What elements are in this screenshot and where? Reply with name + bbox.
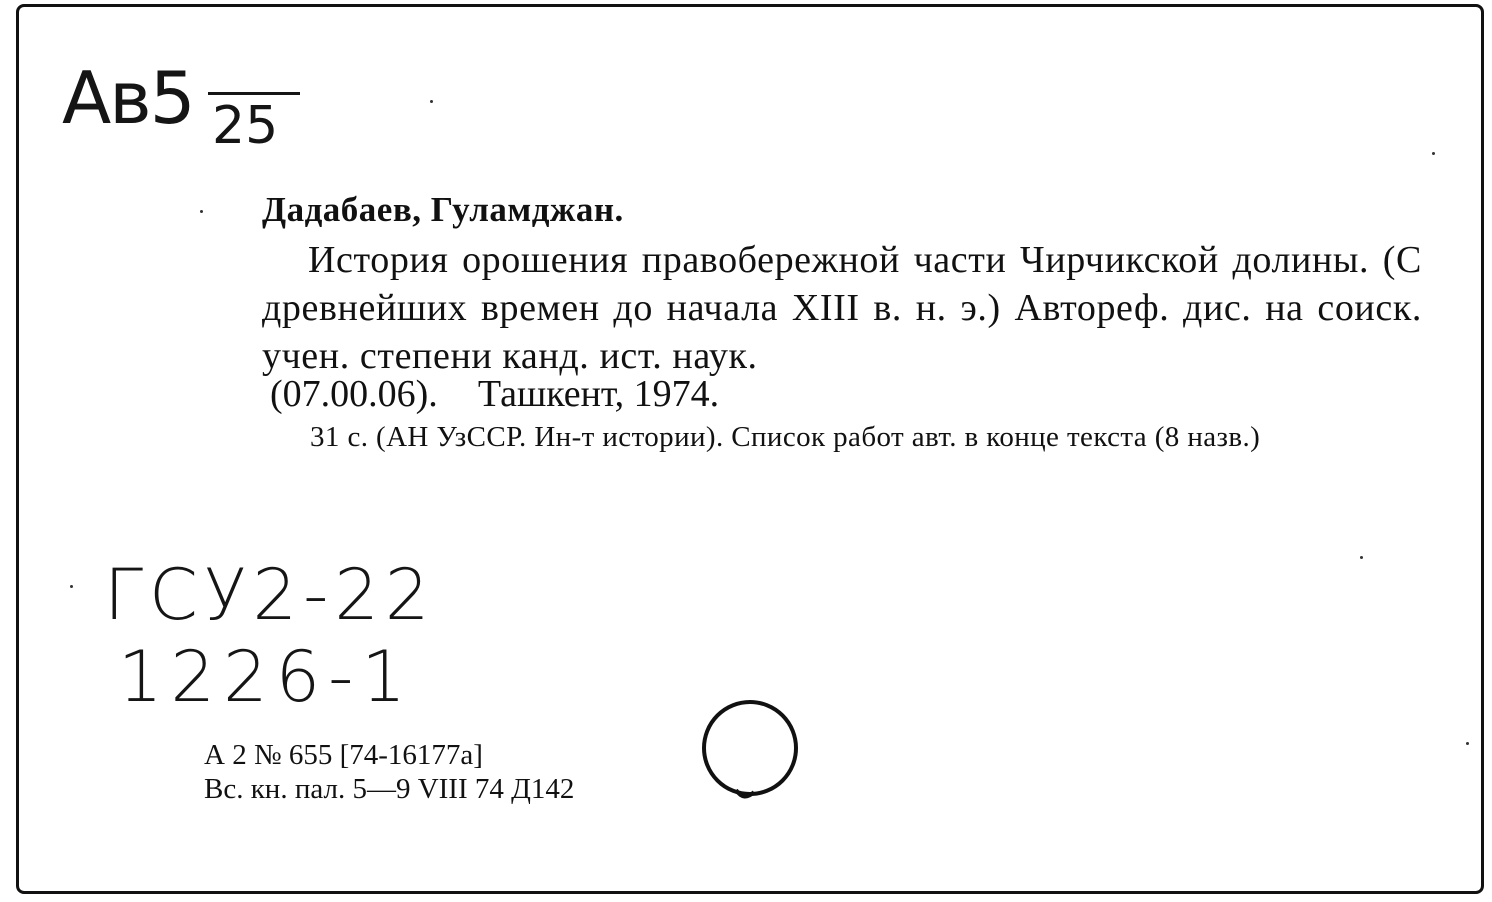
classification-code: (07.00.06). <box>270 373 438 415</box>
handwritten-shelf-mark: Ав5 <box>62 56 194 140</box>
handwritten-code-line-2: 1226-1 <box>118 636 414 718</box>
title-description: История орошения правобережной части Чирчикской долины. (С древнейших времен до начала XIII в. н. э.) Автореф. дис. на соиск. учен. степени канд. ист. наук. <box>262 239 1422 377</box>
accession-number: А 2 № 655 [74-16177а] <box>204 739 483 771</box>
scan-speck <box>1466 742 1469 745</box>
bibliographic-notes: 31 с. (АН УзССР. Ин-т истории). Список работ авт. в конце текста (8 назв.) <box>310 421 1261 453</box>
scan-speck <box>1432 152 1435 155</box>
author-heading: Дадабаев, Гуламджан. <box>262 190 624 229</box>
punch-hole-circle-icon <box>700 698 810 810</box>
handwritten-shelf-subnumber: 25 <box>212 96 279 156</box>
scan-speck <box>200 210 203 213</box>
book-chamber-mark: Вс. кн. пал. 5—9 VIII 74 Д142 <box>204 773 575 805</box>
place-year: Ташкент, 1974. <box>477 373 720 415</box>
classification-place-line <box>270 370 719 418</box>
scan-speck <box>70 585 73 588</box>
scan-speck <box>430 100 433 103</box>
shelf-mark-fraction-bar <box>208 92 300 95</box>
handwritten-code-line-1: ГСУ2-22 <box>104 554 436 636</box>
scan-speck <box>1360 556 1363 559</box>
